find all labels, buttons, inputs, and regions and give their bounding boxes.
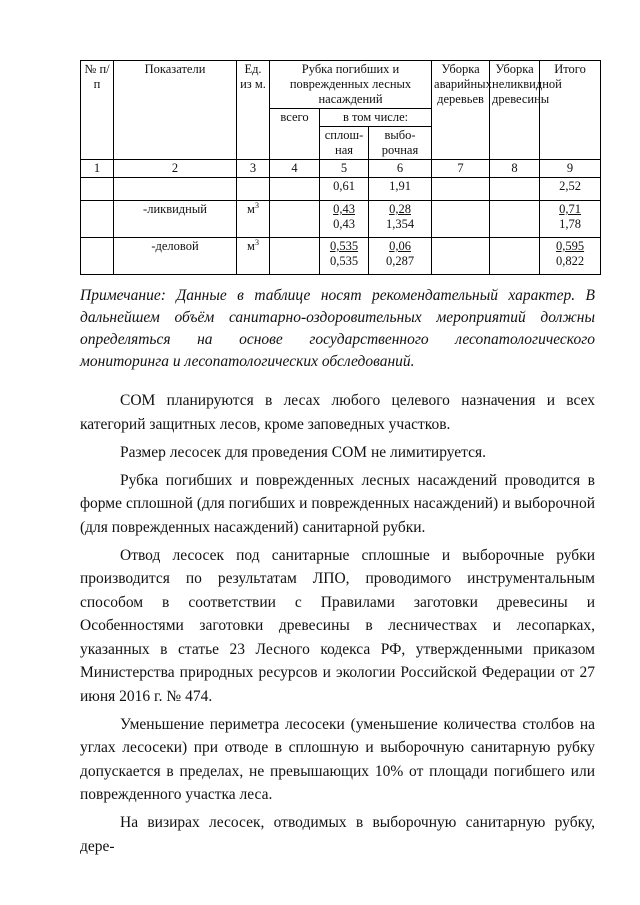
header-clear: сплош-ная <box>320 127 369 160</box>
column-numbers-row <box>81 160 601 178</box>
column-number: 5 <box>320 160 369 178</box>
header-including: в том числе: <box>320 109 432 127</box>
column-number: 8 <box>490 160 540 178</box>
header-cutting-group: Рубка погибших и поврежденных лесных насаждений <box>270 61 432 109</box>
row-name: -деловой <box>114 238 237 275</box>
table-row <box>81 238 601 275</box>
clear-value: 0,535 0,535 <box>320 238 369 275</box>
selective-value: 1,91 <box>369 178 432 201</box>
row-name: -ликвидный <box>114 201 237 238</box>
selective-value: 0,28 1,354 <box>369 201 432 238</box>
header-sum: Итого <box>540 61 601 160</box>
body-text <box>80 389 595 863</box>
paragraph: Размер лесосек для проведения СОМ не лимитируется. <box>120 443 487 461</box>
clear-value: 0,43 0,43 <box>320 201 369 238</box>
column-number: 7 <box>432 160 490 178</box>
header-unit: Ед. из м. <box>237 61 270 160</box>
paragraph: Отвод лесосек под санитарные сплошные и выборочные рубки производится по результатам ЛПО, проводимого инструментальным способом в соответствии с Правилами заготовки древесины и Особенностями заготовки древесины в лесничествах и лесопарках, указанных в статье 23 Лесного кодекса РФ, утвержденными приказом Министерства природных ресурсов и экологии Российской Федерации от 27 июня 2016 г. № 474. <box>80 546 595 705</box>
unit-cell: $м^3$ <box>237 201 270 238</box>
column-number: 6 <box>369 160 432 178</box>
header-indicators: Показатели <box>114 61 237 160</box>
column-number: 4 <box>270 160 320 178</box>
header-emergency: Уборка аварийных деревьев <box>432 61 490 160</box>
paragraph: Уменьшение периметра лесосеки (уменьшение количества столбов на углах лесосеки) при отводе в сплошную и выборочную санитарную рубку допускается в пределах, не превышающих 10% от площади погибшего или поврежденного участка леса. <box>80 715 595 803</box>
column-number: 3 <box>237 160 270 178</box>
cutting-volume-table <box>80 60 601 275</box>
paragraph: СОМ планируются в лесах любого целевого назначения и всех категорий защитных лесов, кроме заповедных участков. <box>80 392 595 433</box>
row-name <box>114 178 237 201</box>
header-total: всего <box>270 109 320 160</box>
clear-value: 0,61 <box>320 178 369 201</box>
table-row <box>81 178 601 201</box>
header-illiquid: Уборка неликвидной древесины <box>490 61 540 160</box>
paragraph: На визирах лесосек, отводимых в выборочную санитарную рубку, дере- <box>80 814 595 855</box>
sum-value: 2,52 <box>540 178 601 201</box>
sum-value: 0,595 0,822 <box>540 238 601 275</box>
paragraph: Рубка погибших и поврежденных лесных насаждений проводится в форме сплошной (для погибших и поврежденных насаждений) и выборочной (для поврежденных насаждений) санитарной рубки. <box>80 471 595 536</box>
column-number: 1 <box>81 160 114 178</box>
column-number: 9 <box>540 160 601 178</box>
header-selective: выбо-рочная <box>369 127 432 160</box>
selective-value: 0,06 0,287 <box>369 238 432 275</box>
column-number: 2 <box>114 160 237 178</box>
header-num: № п/п <box>81 61 114 160</box>
table-row <box>81 201 601 238</box>
sum-value: 0,71 1,78 <box>540 201 601 238</box>
table-note: Примечание: Данные в таблице носят рекомендательный характер. В дальнейшем объём санитарно-оздоровительных мероприятий должны определяться на основе государственного лесопатологического мониторинга и лесопатологических обследований. <box>80 287 595 370</box>
unit-cell: $м^3$ <box>237 238 270 275</box>
